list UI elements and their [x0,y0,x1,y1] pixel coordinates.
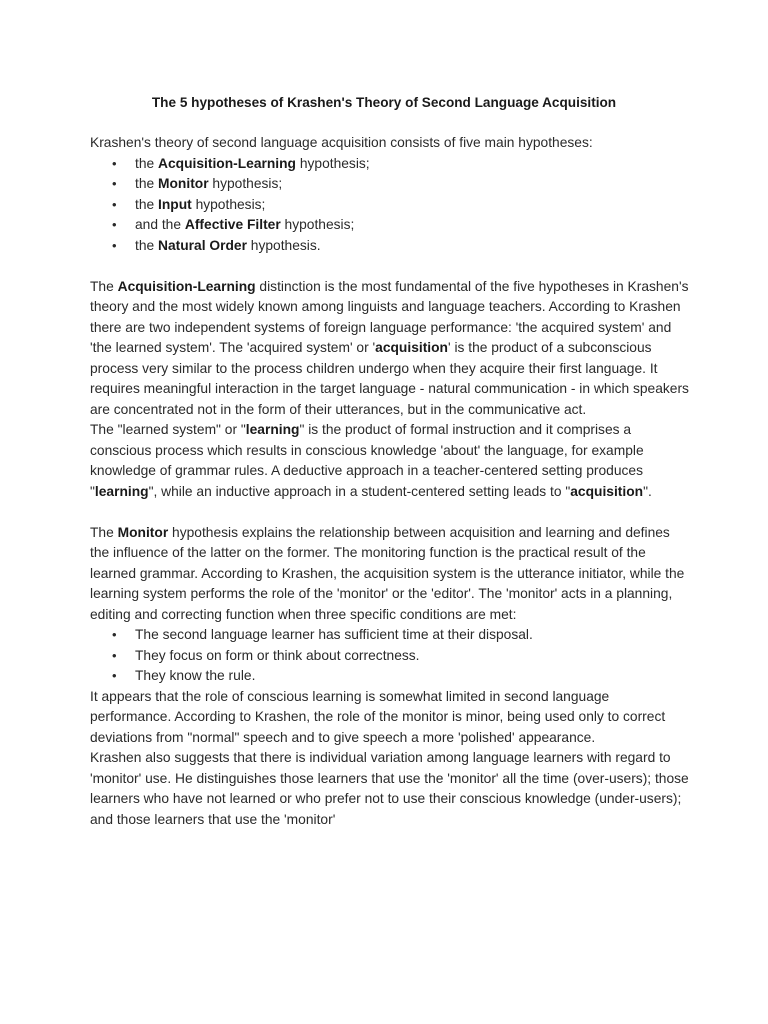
document-title: The 5 hypotheses of Krashen's Theory of Second Language Acquisition [151,95,617,110]
monitor-conditions-list [90,625,690,687]
monitor-role-paragraph: It appears that the role of conscious learning is somewhat limited in second language performance. According to Krashen, the role of the monitor is minor, being used only to correct deviations from "normal" speech and to give speech a more 'polished' appearance. [90,688,666,745]
paragraph-spacer [90,502,690,523]
list-item: • They focus on form or think about correctness. [90,646,690,667]
list-item: • and the Affective Filter hypothesis; [90,215,690,236]
learned-system-paragraph: The "learned system" or "learning" is the product of formal instruction and it comprises a conscious process which results in conscious knowledge 'about' the language, for example knowledge of grammar rules. A deductive approach in a teacher-centered setting produces "learning", while an inductive approach in a student-centered setting leads to "acquisition". [90,422,652,499]
paragraph-spacer [90,256,690,277]
hypotheses-list [90,154,690,257]
list-item: • The second language learner has sufficient time at their disposal. [90,625,690,646]
intro-paragraph: Krashen's theory of second language acquisition consists of five main hypotheses: [90,135,593,150]
document-body [90,133,690,830]
list-item: • They know the rule. [90,666,690,687]
monitor-paragraph: The Monitor hypothesis explains the relationship between acquisition and learning and defines the influence of the latter on the former. The monitoring function is the practical result of the learned grammar. According to Krashen, the acquisition system is the utterance initiator, while the learning system performs the role of the 'monitor' or the 'editor'. The 'monitor' acts in a planning, editing and correcting function when three specific conditions are met: [90,524,685,622]
list-item: • the Acquisition-Learning hypothesis; [90,154,690,175]
list-item: • the Monitor hypothesis; [90,174,690,195]
list-item: • the Natural Order hypothesis. [90,236,690,257]
list-item: • the Input hypothesis; [90,195,690,216]
monitor-variation-paragraph: Krashen also suggests that there is individual variation among language learners with regard to 'monitor' use. He distinguishes those learners that use the 'monitor' all the time (over-users); those learners who have not learned or who prefer not to use their conscious knowledge (under-users); and those learners that use the 'monitor' [90,750,689,827]
acquisition-learning-paragraph: The Acquisition-Learning distinction is the most fundamental of the five hypotheses in Krashen's theory and the most widely known among linguists and language teachers. According to Krashen there are two independent systems of foreign language performance: 'the acquired system' and 'the learned system'. The 'acquired system' or 'acquisition' is the product of a subconscious process very similar to the process children undergo when they acquire their first language. It requires meaningful interaction in the target language - natural communication - in which speakers are concentrated not in the form of their utterances, but in the communicative act. [90,278,689,417]
